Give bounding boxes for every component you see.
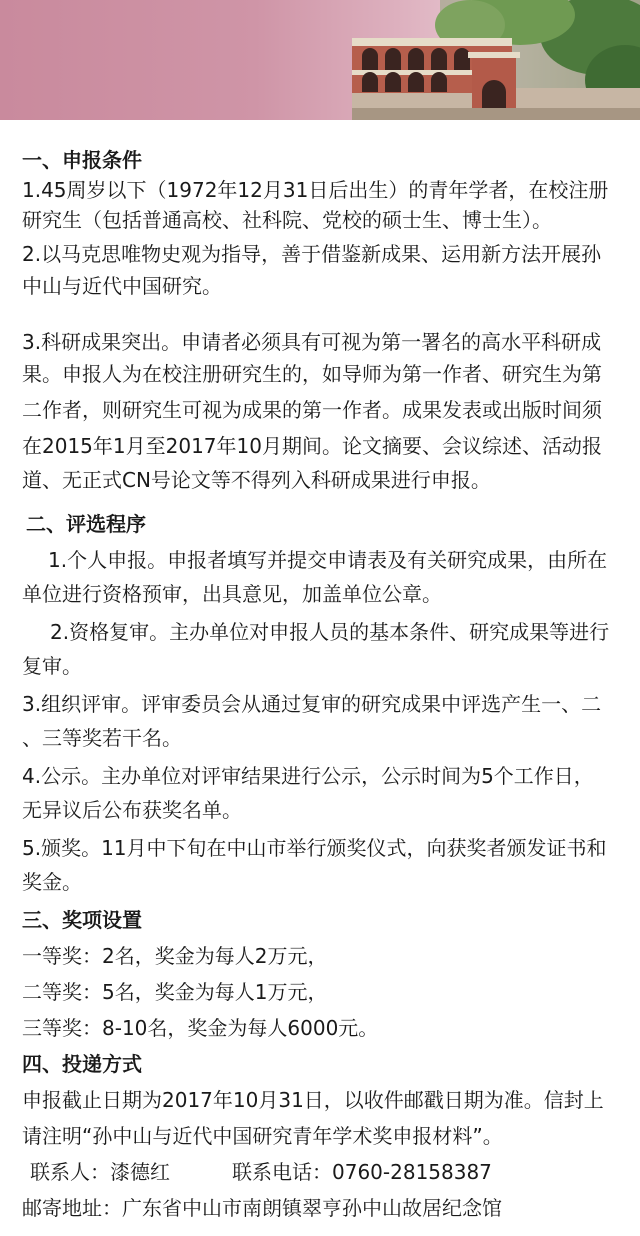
submission-line-2: 请注明“孙中山与近代中国研究青年学术奖申报材料”。 [22, 1124, 503, 1148]
condition-1-line-1: 1.45周岁以下（1972年12月31日后出生）的青年学者，在校注册 [22, 178, 609, 202]
condition-3-line-1: 3.科研成果突出。申请者必须具有可视为第一署名的高水平科研成 [22, 330, 602, 354]
procedure-4-line-1: 4.公示。主办单位对评审结果进行公示，公示时间为5个工作日， [22, 764, 594, 788]
contact-person: 联系人：漆德红 [30, 1160, 170, 1184]
procedure-4-line-2: 无异议后公布获奖名单。 [22, 798, 242, 822]
award-second-prize: 二等奖：5名，奖金为每人1万元， [22, 980, 328, 1004]
condition-3-line-2: 果。申报人为在校注册研究生的，如导师为第一作者、研究生为第 [22, 362, 602, 386]
award-third-prize: 三等奖：8-10名，奖金为每人6000元。 [22, 1016, 379, 1040]
award-first-prize: 一等奖：2名，奖金为每人2万元， [22, 944, 328, 968]
condition-1-line-2: 研究生（包括普通高校、社科院、党校的硕士生、博士生）。 [22, 208, 552, 232]
procedure-2-line-2: 复审。 [22, 654, 82, 678]
condition-2-line-1: 2.以马克思唯物史观为指导，善于借鉴新成果、运用新方法开展孙 [22, 242, 602, 266]
section-heading-conditions: 一、申报条件 [22, 148, 142, 172]
procedure-1-line-1: 1.个人申报。申报者填写并提交申请表及有关研究成果，由所在 [48, 548, 608, 572]
procedure-5-line-1: 5.颁奖。11月中下旬在中山市举行颁奖仪式，向获奖者颁发证书和 [22, 836, 607, 860]
submission-line-1: 申报截止日期为2017年10月31日，以收件邮戳日期为准。信封上 [22, 1088, 604, 1112]
mailing-address: 邮寄地址：广东省中山市南朗镇翠亨孙中山故居纪念馆 [22, 1196, 502, 1220]
condition-3-line-4: 在2015年1月至2017年10月期间。论文摘要、会议综述、活动报 [22, 434, 602, 458]
residence-illustration [0, 0, 640, 120]
procedure-5-line-2: 奖金。 [22, 870, 82, 894]
header-banner [0, 0, 640, 120]
procedure-3-line-1: 3.组织评审。评审委员会从通过复审的研究成果中评选产生一、二 [22, 692, 602, 716]
contact-phone: 联系电话：0760-28158387 [232, 1160, 492, 1184]
condition-3-line-5: 道、无正式CN号论文等不得列入科研成果进行申报。 [22, 468, 491, 492]
section-heading-submission: 四、投递方式 [22, 1052, 142, 1076]
condition-2-line-2: 中山与近代中国研究。 [22, 274, 222, 298]
procedure-2-line-1: 2.资格复审。主办单位对申报人员的基本条件、研究成果等进行 [50, 620, 610, 644]
section-heading-awards: 三、奖项设置 [22, 908, 142, 932]
procedure-3-line-2: 、三等奖若干名。 [22, 726, 182, 750]
condition-3-line-3: 二作者，则研究生可视为成果的第一作者。成果发表或出版时间须 [22, 398, 602, 422]
section-heading-procedure: 二、评选程序 [26, 512, 146, 536]
procedure-1-line-2: 单位进行资格预审，出具意见，加盖单位公章。 [22, 582, 442, 606]
